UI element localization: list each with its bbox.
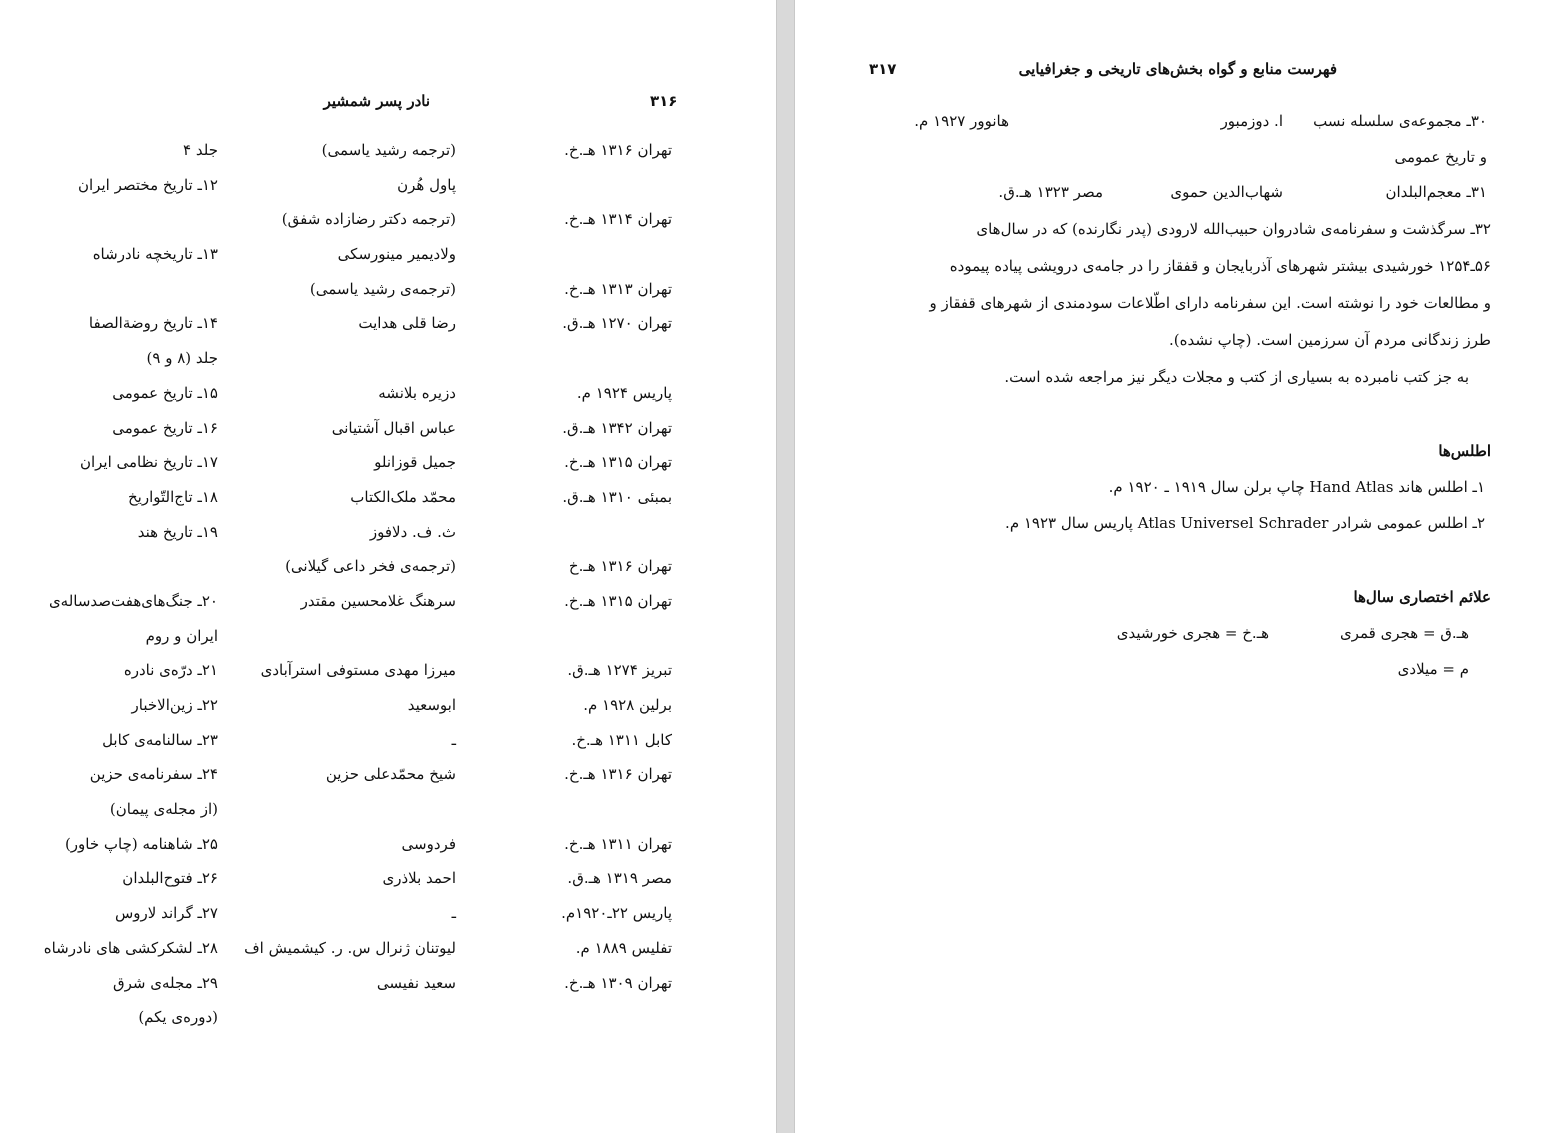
entry-publication: پاریس ۲۲ـ۱۹۲۰م. [561, 904, 672, 923]
table-row [0, 446, 776, 481]
left-page-number: ۳۱۶ [650, 92, 678, 110]
entry-author: ـ [451, 730, 456, 749]
right-page [794, 0, 1568, 1133]
entry-author: (ترجمه‌ی رشید یاسمی) [309, 279, 456, 298]
entry-title: (از مجله‌ی پیمان) [109, 800, 218, 819]
table-row [0, 758, 776, 793]
table-row [0, 169, 776, 204]
table-row [0, 897, 776, 932]
table-row [0, 342, 776, 377]
table-row [0, 273, 776, 308]
atlas-item-1: ۱ـ اطلس هاند Hand Atlas چاپ برلن سال ۱۹۱۹ ـ ۱۹۲۰ م. [1108, 478, 1485, 496]
entry-author: احمد بلاذری [382, 869, 456, 888]
entry-31-pub: مصر ۱۳۲۳ هـ.ق. [998, 183, 1103, 201]
table-row [0, 932, 776, 967]
atlas-item-2: ۲ـ اطلس عمومی شرادر Atlas Universel Schrader پاریس سال ۱۹۲۳ م. [1005, 514, 1485, 532]
entry-title: ۱۶ـ تاریخ عمومی [112, 418, 218, 437]
entry-title: ایران و روم [145, 626, 218, 645]
bibliography-table [0, 134, 776, 1036]
entry-31-author: شهاب‌الدین حموی [1170, 183, 1283, 201]
table-row [0, 377, 776, 412]
left-running-title: نادر پسر شمشیر [323, 92, 430, 110]
entry-publication: تهران ۱۳۱۵ هـ.خ. [564, 591, 672, 610]
entry-author: لیوتنان ژنرال س. ر. کیشمیش اف [244, 938, 456, 957]
entry-publication: تهران ۱۳۱۳ هـ.خ. [564, 279, 672, 298]
table-row [0, 689, 776, 724]
entry-author: محمّد ملک‌الکتاب [350, 487, 456, 506]
right-running-title: فهرست منابع و گواه بخش‌های تاریخی و جغرافیایی [1018, 60, 1337, 78]
entry-publication: تهران ۱۳۰۹ هـ.خ. [564, 973, 672, 992]
entry-title: ۱۴ـ تاریخ روضة‌الصفا [88, 314, 218, 333]
entry-author: ث. ف. دلافوز [369, 522, 456, 541]
entry-publication: تهران ۱۳۱۶ هـ.خ. [564, 765, 672, 784]
entry-publication: تهران ۱۳۱۱ هـ.خ. [564, 834, 672, 853]
entry-author: (ترجمه دکتر رضازاده شفق) [281, 210, 456, 229]
table-row [0, 307, 776, 342]
table-row [0, 1001, 776, 1036]
entry-title: ۲۴ـ سفرنامه‌ی حزین [89, 765, 218, 784]
entry-title: ۱۸ـ تاج‌التّواریخ [128, 487, 218, 506]
entry-title: ۱۳ـ تاریخچه نادرشاه [92, 245, 218, 264]
entry-author: ابوسعید [407, 696, 456, 714]
entry-title: ۲۷ـ گراند لاروس [114, 904, 218, 923]
table-row [0, 585, 776, 620]
entry-title: ۲۱ـ درّه‌ی نادره [123, 661, 218, 680]
entry-author: پاول هُرن [397, 175, 456, 194]
table-row [0, 724, 776, 759]
entry-author: رضا قلی هدایت [358, 314, 456, 333]
entry-publication: کابل ۱۳۱۱ هـ.خ. [571, 730, 672, 749]
entry-author: سعید نفیسی [376, 973, 456, 992]
table-row [0, 550, 776, 585]
table-row [0, 862, 776, 897]
entry-publication: تفلیس ۱۸۸۹ م. [575, 938, 672, 957]
entry-author: دزیره بلانشه [378, 383, 456, 402]
entry-31-title: ۳۱ـ معجم‌البلدان [1385, 183, 1487, 201]
entry-30-title: ۳۰ـ مجموعه‌ی سلسله نسب [1313, 112, 1487, 130]
entry-publication: تبریز ۱۲۷۴ هـ.ق. [567, 661, 672, 680]
entry-publication: مصر ۱۳۱۹ هـ.ق. [567, 869, 672, 888]
entry-title: ۲۸ـ لشکرکشی های نادرشاه [43, 938, 218, 957]
entry-32-line-3: و مطالعات خود را نوشته است. این سفرنامه دارای اطّلاعات سودمندی از شهرهای قفقاز و [929, 294, 1491, 312]
entry-publication: تهران ۱۳۱۴ هـ.خ. [564, 210, 672, 229]
entry-publication: پاریس ۱۹۲۴ م. [576, 383, 672, 402]
entry-publication: برلین ۱۹۲۸ م. [583, 696, 672, 714]
table-row [0, 412, 776, 447]
entry-30-pub: هانوور ۱۹۲۷ م. [914, 112, 1009, 130]
entry-title: ۲۶ـ فتوح‌البلدان [122, 869, 218, 888]
table-row [0, 203, 776, 238]
entry-author: (ترجمه رشید یاسمی) [321, 141, 456, 159]
abbr-gregorian: م = میلادی [1397, 660, 1469, 678]
table-row [0, 828, 776, 863]
table-row [0, 481, 776, 516]
references-note: به جز کتب نامبرده به بسیاری از کتب و مجلات دیگر نیز مراجعه شده است. [1004, 368, 1469, 386]
entry-title: (دوره‌ی یکم) [138, 1008, 218, 1027]
entry-title: ۲۹ـ مجله‌ی شرق [112, 973, 218, 992]
right-page-number: ۳۱۷ [869, 60, 897, 78]
left-page [0, 0, 777, 1133]
entry-title: جلد ۴ [183, 141, 218, 159]
table-row [0, 793, 776, 828]
entry-30-cont: و تاریخ عمومی [1394, 148, 1487, 166]
entry-title: ۲۲ـ زین‌الاخبار [131, 696, 218, 714]
entry-publication: تهران ۱۳۴۲ هـ.ق. [562, 418, 672, 437]
entry-title: ۲۵ـ شاهنامه (چاپ خاور) [64, 834, 218, 853]
table-row [0, 620, 776, 655]
entry-author: شیخ محمّدعلی حزین [325, 765, 456, 784]
entry-publication: تهران ۱۳۱۶ هـ.خ [568, 557, 672, 576]
entry-author: ولادیمیر مینورسکی [337, 245, 456, 264]
entry-author: عباس اقبال آشتیانی [331, 418, 456, 437]
entry-author: ـ [451, 904, 456, 923]
entry-author: فردوسی [401, 834, 456, 853]
entry-title: ۲۰ـ جنگ‌های‌هفت‌صدساله‌ی [48, 591, 218, 610]
entry-publication: تهران ۱۳۱۵ هـ.خ. [564, 453, 672, 472]
entry-publication: بمبئی ۱۳۱۰ هـ.ق. [562, 487, 672, 506]
abbr-hijri-lunar: هـ.ق = هجری قمری [1339, 624, 1469, 642]
entry-author: (ترجمه‌ی فخر داعی گیلانی) [285, 557, 456, 576]
abbreviations-heading: علائم اختصاری سال‌ها [1353, 588, 1491, 606]
entry-title: ۲۳ـ سالنامه‌ی کابل [102, 730, 218, 749]
entry-title: جلد (۸ و ۹) [146, 349, 218, 368]
entry-title: ۱۵ـ تاریخ عمومی [112, 383, 218, 402]
entry-author: سرهنگ غلامحسین مقتدر [300, 591, 456, 610]
table-row [0, 238, 776, 273]
entry-publication: تهران ۱۳۱۶ هـ.خ. [564, 141, 672, 159]
abbr-hijri-solar: هـ.خ = هجری خورشیدی [1116, 624, 1269, 642]
atlas-heading: اطلس‌ها [1438, 442, 1491, 460]
entry-title: ۱۲ـ تاریخ مختصر ایران [78, 175, 218, 194]
entry-title: ۱۷ـ تاریخ نظامی ایران [79, 453, 218, 472]
entry-publication: تهران ۱۲۷۰ هـ.ق. [562, 314, 672, 333]
entry-author: جمیل قوزانلو [374, 453, 456, 472]
table-row [0, 654, 776, 689]
entry-author: میرزا مهدی مستوفی استرآبادی [260, 661, 456, 680]
table-row [0, 516, 776, 551]
entry-title: ۱۹ـ تاریخ هند [137, 522, 218, 541]
entry-32-line-2: ۵۶ـ۱۲۵۴ خورشیدی بیشتر شهرهای آذربایجان و قفقاز را در جامه‌ی درویشی پیاده پیموده [949, 257, 1491, 275]
entry-32-line-4: طرز زندگانی مردم آن سرزمین است. (چاپ نشده). [1168, 331, 1491, 349]
table-row [0, 134, 776, 169]
entry-32-line-1: ۳۲ـ سرگذشت و سفرنامه‌ی شادروان حبیب‌الله لارودی (پدر نگارنده) که در سال‌های [976, 220, 1491, 238]
entry-30-author: ا. دوزمبور [1220, 112, 1283, 130]
table-row [0, 967, 776, 1002]
